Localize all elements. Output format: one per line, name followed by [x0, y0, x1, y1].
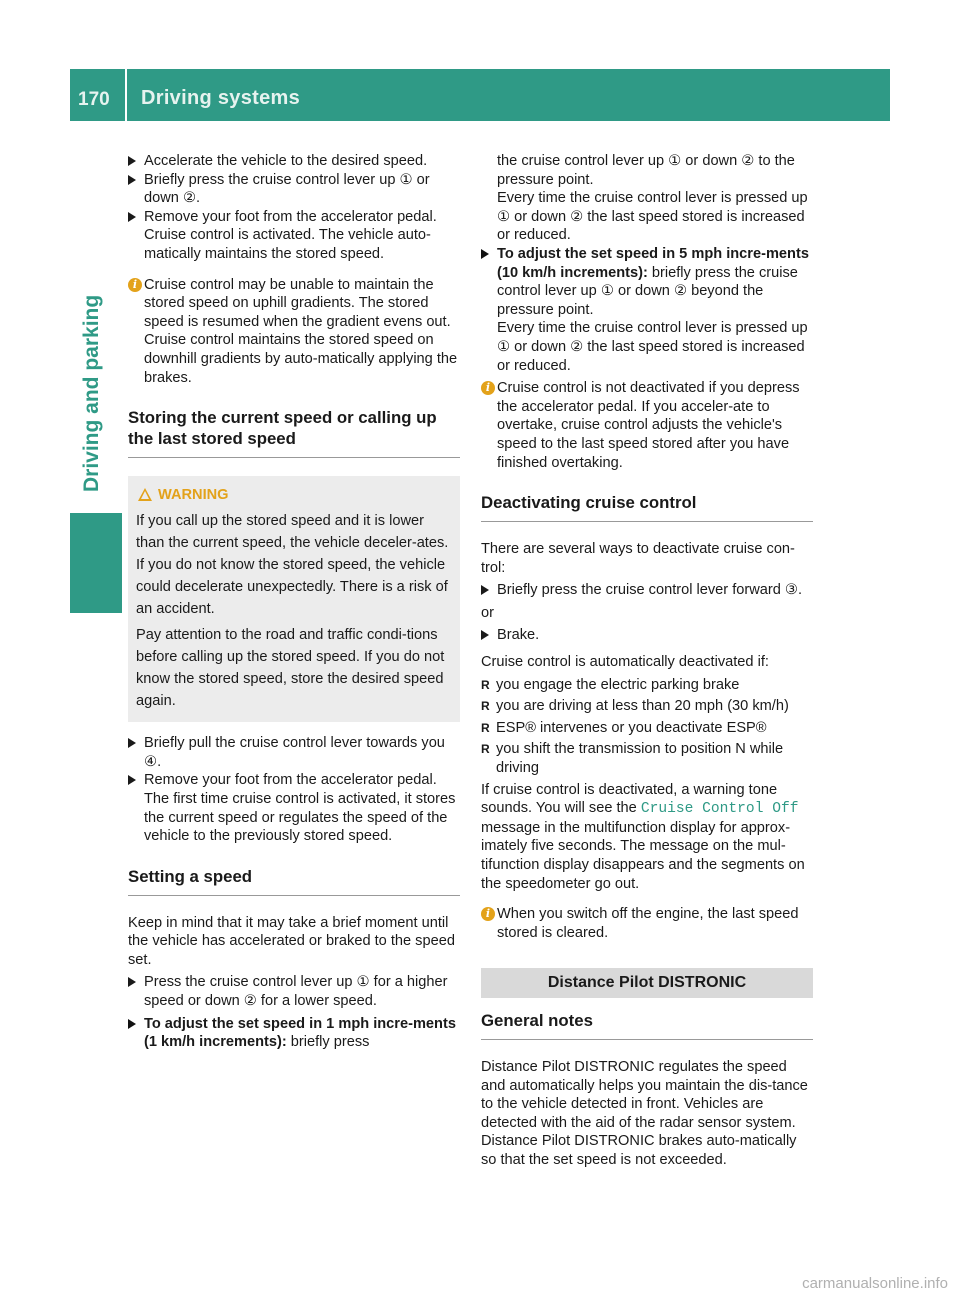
heading-setting-speed: Setting a speed	[128, 866, 460, 896]
general-notes-text: Distance Pilot DISTRONIC regulates the speed and automatically helps you maintain the dis-tance to the vehicle detected in front. Vehicles are detected with the aid of the radar sensor system. Distance Pilot DISTRONIC brakes auto-matically so that the set speed is not exceeded.	[481, 1058, 808, 1168]
heading-storing-speed: Storing the current speed or calling up the last stored speed	[128, 407, 460, 458]
warning-box	[128, 476, 460, 722]
list-item: R you shift the transmission to position N while driving	[481, 741, 784, 777]
or-text: or	[481, 604, 494, 621]
continued-text: Every time the cruise control lever is pressed up ① or down ② the last speed stored is increased or reduced.	[497, 320, 808, 374]
auto-deactivate-intro: Cruise control is automatically deactivated if:	[481, 654, 769, 671]
continued-text: the cruise control lever up ① or down ② to the pressure point. Every time the cruise control lever is pressed up ① or down ② the last speed stored is increased or reduced.	[497, 153, 808, 244]
warning-text-1: If you call up the stored speed and it is lower than the current speed, the vehicle deceler-ates. If you do not know the stored speed, the vehicle could decelerate unexpectedly. There is a risk of an accident.	[136, 513, 449, 618]
info-note: i Cruise control is not deactivated if you depress the accelerator pedal. If you acceler-ate to overtake, cruise control adjusts the vehicle's speed to the last speed stored after you have finished overtaking.	[481, 379, 813, 472]
warning-text-2: Pay attention to the road and traffic condi-tions before calling up the stored speed. If you do not know the stored speed, store the desired speed again.	[136, 627, 445, 710]
step-arrow-icon	[128, 738, 136, 748]
info-note: i Cruise control may be unable to maintain the stored speed on uphill gradients. The stored speed is resumed when the gradient evens out. Cruise control maintains the stored speed on downhill gradients by auto-matically applying the brakes.	[128, 276, 460, 388]
instruction-step: Remove your foot from the accelerator pedal. Cruise control is activated. The vehicle auto-matically maintains the stored speed.	[128, 208, 460, 264]
instruction-step: Brake.	[481, 626, 813, 645]
page-number: 170	[78, 89, 110, 110]
instruction-step: Briefly press the cruise control lever forward ③.	[481, 581, 813, 600]
step-arrow-icon	[481, 249, 489, 259]
section-title: Driving systems	[141, 87, 301, 109]
watermark: carmanualsonline.info	[802, 1275, 948, 1293]
list-item: R ESP® intervenes or you deactivate ESP®	[481, 719, 767, 736]
bullet-icon: R	[481, 699, 490, 714]
bullet-icon: R	[481, 677, 490, 692]
instruction-step: Accelerate the vehicle to the desired speed.	[128, 152, 460, 171]
step-arrow-icon	[128, 175, 136, 185]
step-arrow-icon	[481, 630, 489, 640]
info-note: i When you switch off the engine, the last speed stored is cleared.	[481, 905, 813, 942]
left-column	[128, 152, 460, 1052]
deactivate-intro: There are several ways to deactivate cruise con-trol:	[481, 541, 795, 576]
instruction-step: Briefly press the cruise control lever up ① or down ②.	[128, 171, 460, 208]
step-arrow-icon	[128, 977, 136, 987]
instruction-step-adjust-1: To adjust the set speed in 1 mph incre-ments (1 km/h increments): briefly press	[128, 1015, 460, 1052]
bullet-icon: R	[481, 720, 490, 735]
page-header	[70, 69, 890, 121]
step-arrow-icon	[128, 775, 136, 785]
step-arrow-icon	[481, 585, 489, 595]
warning-tone-text: If cruise control is deactivated, a warning tone sounds. You will see the Cruise Control Off message in the multifunction display for approx-imately five seconds. The message on the mul-tifunction display disappears and the segments on the speedometer go out.	[481, 781, 805, 892]
heading-general-notes: General notes	[481, 1010, 813, 1040]
header-divider	[125, 69, 127, 121]
step-arrow-icon	[128, 212, 136, 222]
info-icon: i	[481, 381, 495, 395]
chapter-side-block	[70, 513, 122, 613]
bullet-icon: R	[481, 742, 490, 757]
info-icon: i	[128, 278, 142, 292]
chapter-side-label: Driving and parking	[80, 294, 103, 492]
instruction-step: Remove your foot from the accelerator pedal. The first time cruise control is activated, it stores the current speed or regulates the speed of the vehicle to the previously stored speed.	[128, 771, 460, 845]
right-column	[481, 152, 813, 1170]
step-arrow-icon	[128, 1019, 136, 1029]
step-arrow-icon	[128, 156, 136, 166]
setting-intro: Keep in mind that it may take a brief moment until the vehicle has accelerated or braked to the speed set.	[128, 914, 455, 968]
instruction-step-adjust-5: To adjust the set speed in 5 mph incre-ments (10 km/h increments): briefly press the cruise control lever up ① or down ② beyond the pressure point.	[481, 245, 813, 319]
heading-deactivating: Deactivating cruise control	[481, 492, 813, 522]
display-message: Cruise Control Off	[640, 801, 799, 818]
list-item: R you engage the electric parking brake	[481, 676, 740, 693]
list-item: R you are driving at less than 20 mph (30 km/h)	[481, 698, 789, 715]
instruction-step: Briefly pull the cruise control lever towards you ④.	[128, 734, 460, 771]
warning-heading: WARNING	[136, 484, 452, 506]
warning-triangle-icon	[138, 488, 152, 501]
instruction-step: Press the cruise control lever up ① for a higher speed or down ② for a lower speed.	[128, 973, 460, 1010]
section-distronic: Distance Pilot DISTRONIC	[481, 968, 813, 998]
info-icon: i	[481, 907, 495, 921]
